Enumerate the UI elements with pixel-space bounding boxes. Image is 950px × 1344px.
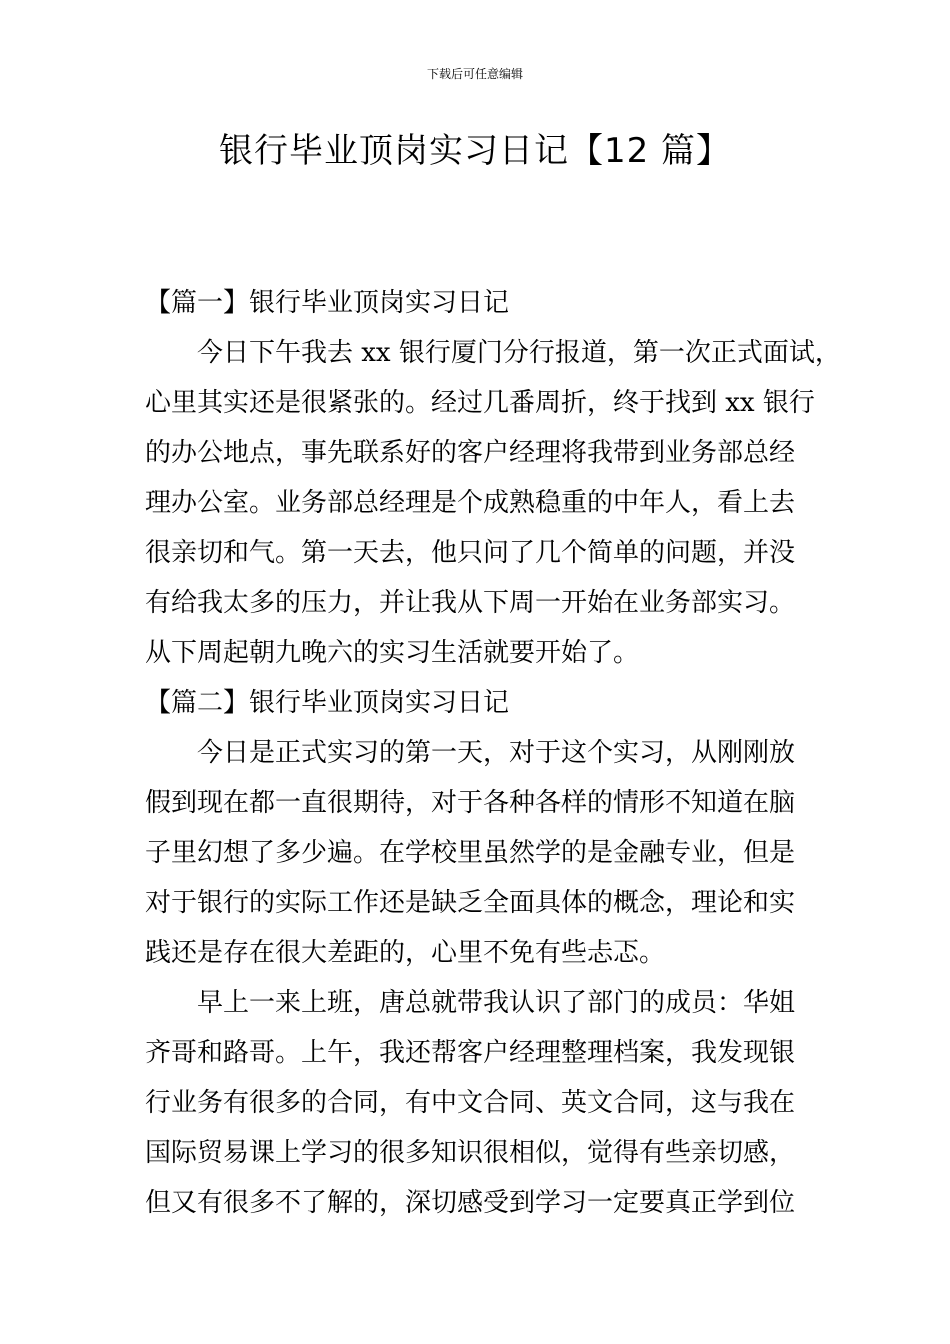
- section-heading: 【篇一】银行毕业顶岗实习日记: [145, 288, 510, 318]
- paragraph-line: 践还是存在很大差距的，心里不免有些忐忑。: [145, 938, 666, 968]
- paragraph-line: 有给我太多的压力，并让我从下周一开始在业务部实习。: [145, 588, 796, 618]
- paragraph-line: 早上一来上班，唐总就带我认识了部门的成员：华姐: [197, 988, 796, 1018]
- paragraph-line: 但又有很多不了解的，深切感受到学习一定要真正学到位: [145, 1188, 796, 1218]
- paragraph-line: 的办公地点，事先联系好的客户经理将我带到业务部总经: [145, 438, 796, 468]
- paragraph-line: 理办公室。业务部总经理是个成熟稳重的中年人，看上去: [145, 488, 796, 518]
- document-body: [145, 278, 841, 1228]
- paragraph-line: 今日下午我去 xx 银行厦门分行报道，第一次正式面试，: [197, 338, 841, 368]
- paragraph-line: 行业务有很多的合同，有中文合同、英文合同，这与我在: [145, 1088, 796, 1118]
- paragraph-line: 很亲切和气。第一天去，他只问了几个简单的问题，并没: [145, 538, 796, 568]
- paragraph-line: 心里其实还是很紧张的。经过几番周折，终于找到 xx 银行: [145, 388, 815, 418]
- paragraph-line: 子里幻想了多少遍。在学校里虽然学的是金融专业，但是: [145, 838, 796, 868]
- document-title: 银行毕业顶岗实习日记【12 篇】: [218, 131, 732, 171]
- paragraph-line: 从下周起朝九晚六的实习生活就要开始了。: [145, 638, 640, 668]
- header-note: 下载后可任意编辑: [426, 67, 523, 81]
- paragraph: [145, 328, 841, 678]
- paragraph-line: 齐哥和路哥。上午，我还帮客户经理整理档案，我发现银: [145, 1038, 796, 1068]
- paragraph-line: 国际贸易课上学习的很多知识很相似，觉得有些亲切感，: [145, 1138, 796, 1168]
- paragraph-line: 对于银行的实际工作还是缺乏全面具体的概念，理论和实: [145, 888, 796, 918]
- paragraph-line: 今日是正式实习的第一天，对于这个实习，从刚刚放: [197, 738, 796, 768]
- paragraph: [145, 978, 810, 1228]
- paragraph-line: 假到现在都一直很期待，对于各种各样的情形不知道在脑: [145, 788, 796, 818]
- section-heading: 【篇二】银行毕业顶岗实习日记: [145, 688, 510, 718]
- paragraph: [145, 728, 810, 978]
